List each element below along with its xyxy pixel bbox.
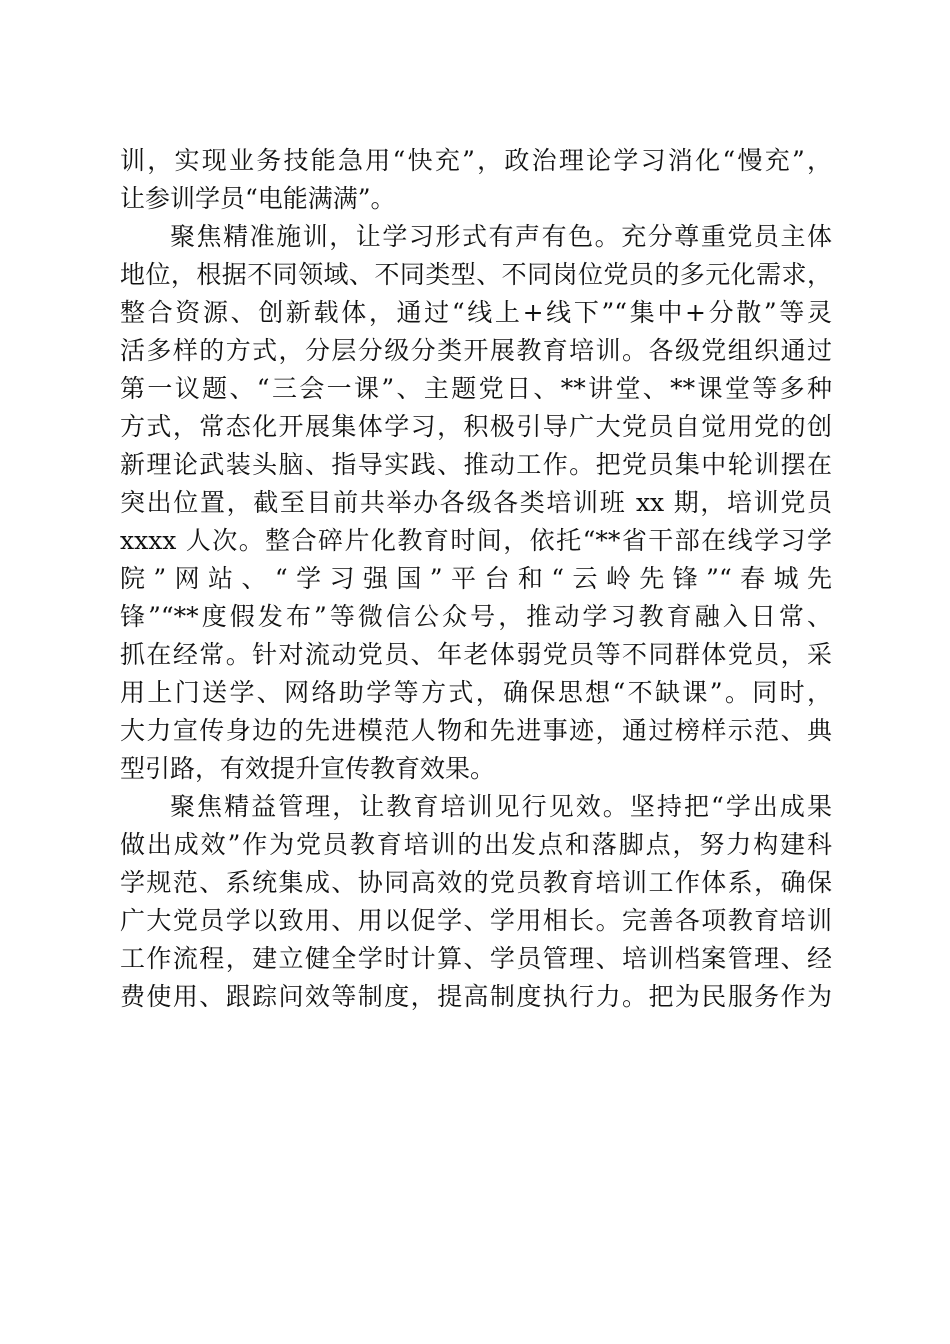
paragraph: [120, 142, 832, 218]
text-line: 抓在经常。针对流动党员、年老体弱党员等不同群体党员，采: [120, 640, 832, 669]
text-line: 工作流程，建立健全学时计算、学员管理、培训档案管理、经: [120, 944, 832, 973]
paragraph: [120, 788, 832, 1016]
text-line: 用上门送学、网络助学等方式，确保思想“不缺课”。同时，: [120, 678, 832, 707]
text-line: 广大党员学以致用、用以促学、学用相长。完善各项教育培训: [120, 906, 832, 935]
text-line: 锋”“**度假发布”等微信公众号，推动学习教育融入日常、: [120, 602, 832, 631]
text-line: 新理论武装头脑、指导实践、推动工作。把党员集中轮训摆在: [120, 450, 832, 479]
text-line: 突出位置，截至目前共举办各级各类培训班 xx 期，培训党员: [120, 488, 832, 517]
text-line: 第一议题、“三会一课”、主题党日、**讲堂、**课堂等多种: [120, 374, 832, 403]
text-line: 聚焦精准施训，让学习形式有声有色。充分尊重党员主体: [170, 222, 832, 251]
text-line: 方式，常态化开展集体学习，积极引导广大党员自觉用党的创: [120, 412, 832, 441]
text-line: 型引路，有效提升宣传教育效果。: [120, 754, 496, 783]
text-line: 学规范、系统集成、协同高效的党员教育培训工作体系，确保: [120, 868, 832, 897]
text-line: 活多样的方式，分层分级分类开展教育培训。各级党组织通过: [120, 336, 832, 365]
text-line: 聚焦精益管理，让教育培训见行见效。坚持把“学出成果: [170, 792, 832, 821]
text-line: xxxx 人次。整合碎片化教育时间，依托“**省干部在线学习学: [120, 526, 832, 555]
body-text: [120, 142, 832, 1016]
text-line: 地位，根据不同领域、不同类型、不同岗位党员的多元化需求，: [120, 260, 832, 289]
paragraph: [120, 218, 832, 788]
text-line: 大力宣传身边的先进模范人物和先进事迹，通过榜样示范、典: [120, 716, 832, 745]
text-line: 费使用、跟踪问效等制度，提高制度执行力。把为民服务作为: [120, 982, 832, 1011]
text-line: 做出成效”作为党员教育培训的出发点和落脚点，努力构建科: [120, 830, 832, 859]
text-line: 院”网站、“学习强国”平台和“云岭先锋”“春城先: [120, 564, 832, 593]
text-line: 整合资源、创新载体，通过“线上+线下”“集中+分散”等灵: [120, 298, 832, 327]
text-line: 让参训学员“电能满满”。: [120, 184, 396, 213]
text-line: 训，实现业务技能急用“快充”，政治理论学习消化“慢充”，: [120, 146, 832, 175]
